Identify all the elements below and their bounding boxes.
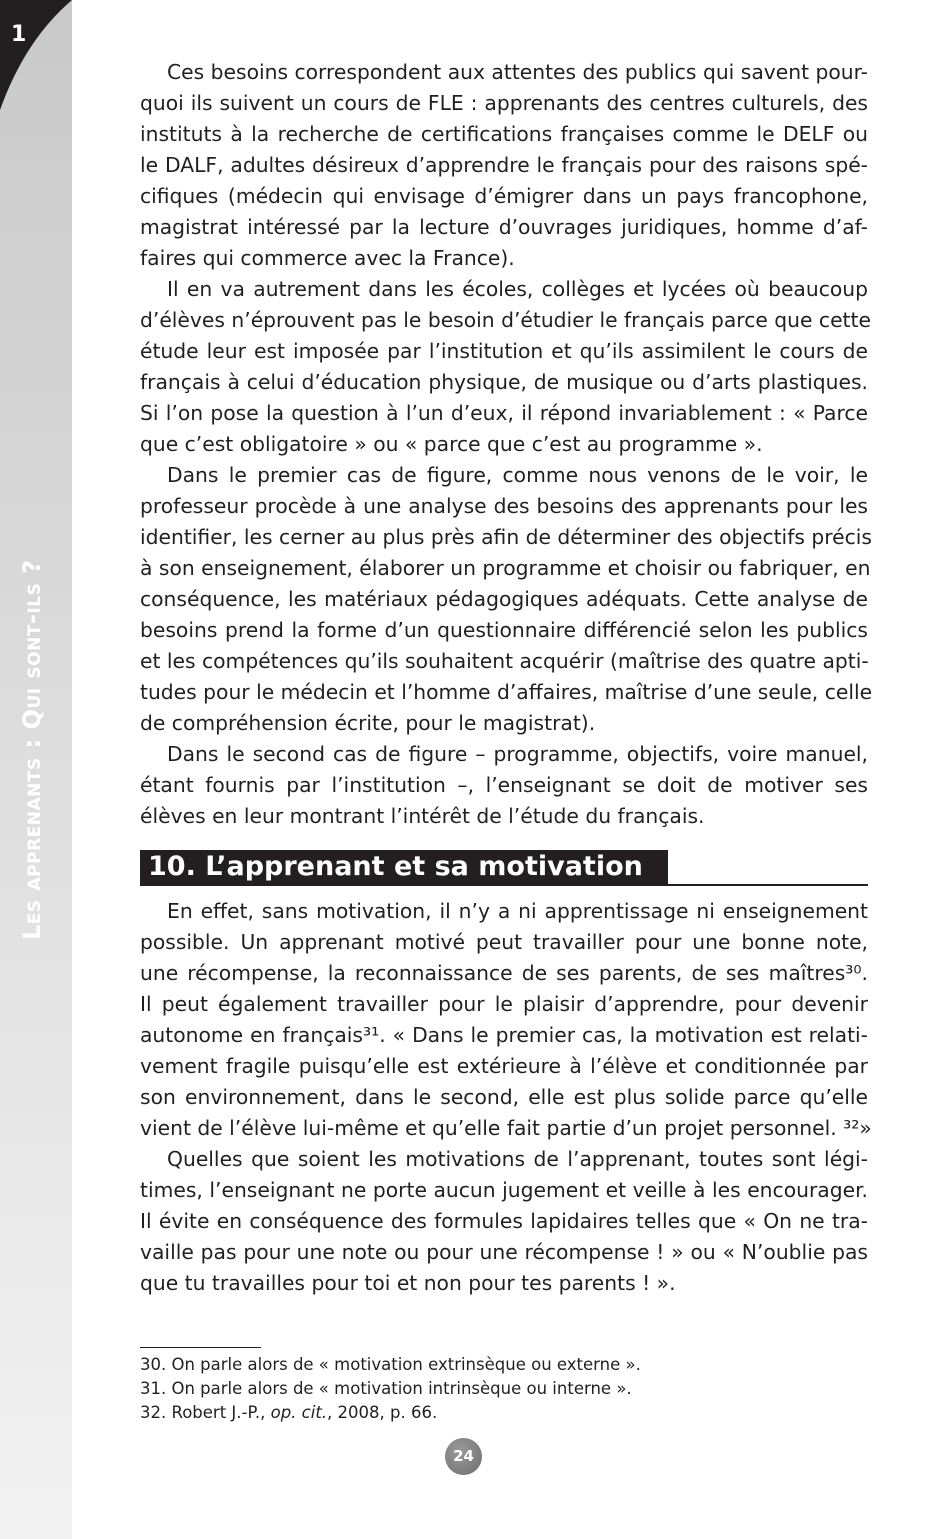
footnotes [140, 1353, 641, 1425]
paragraph [140, 57, 868, 274]
text-line: identifier, les cerner au plus près afin de déterminer des objectifs précis [140, 525, 872, 549]
page-number: 24 [445, 1438, 482, 1475]
text-line: et les compétences qu’ils souhaitent acquérir (maîtrise des quatre apti- [140, 649, 869, 673]
text-line: à son enseignement, élaborer un programme et choisir ou fabriquer, en [140, 556, 871, 580]
chapter-corner-tab [0, 0, 72, 110]
section-heading-bar [140, 850, 868, 886]
text-line: de compréhension écrite, pour le magistrat). [140, 711, 596, 735]
text-line: Dans le second cas de figure – programme, objectifs, voire manuel, [167, 742, 868, 766]
section-heading: 10. L’apprenant et sa motivation [140, 850, 668, 884]
text-line: que tu travailles pour toi et non pour tes parents ! ». [140, 1271, 676, 1295]
text-line: besoins prend la forme d’un questionnaire différencié selon les publics [140, 618, 868, 642]
text-line: français à celui d’éducation physique, de musique ou d’arts plastiques. [140, 370, 868, 394]
text-line: étude leur est imposée par l’institution et qu’ils assimilent le cours de [140, 339, 868, 363]
text-line: Il évite en conséquence des formules lapidaires telles que « On ne tra- [140, 1209, 868, 1233]
footnote-divider [140, 1347, 261, 1348]
text-line: son environnement, dans le second, elle est plus solide parce qu’elle [140, 1085, 868, 1109]
text-line: cifiques (médecin qui envisage d’émigrer dans un pays francophone, [140, 184, 868, 208]
paragraph [140, 274, 871, 460]
paragraphs-after [140, 896, 872, 1299]
text-line: professeur procède à une analyse des besoins des apprenants pour les [140, 494, 868, 518]
text-line: Il peut également travailler pour le plaisir d’apprendre, pour devenir [140, 992, 868, 1016]
text-line: magistrat intéressé par la lecture d’ouvrages juridiques, homme d’af- [140, 215, 868, 239]
text-line: étant fournis par l’institution –, l’enseignant se doit de motiver ses [140, 773, 868, 797]
paragraph [140, 896, 872, 1144]
paragraph [140, 460, 873, 739]
text-line: autonome en français³¹. « Dans le premier cas, la motivation est relati- [140, 1023, 868, 1047]
text-line: conséquence, les matériaux pédagogiques adéquats. Cette analyse de [140, 587, 868, 611]
text-line: Il en va autrement dans les écoles, collèges et lycées où beaucoup [167, 277, 868, 301]
text-line: En effet, sans motivation, il n’y a ni apprentissage ni enseignement [167, 899, 868, 923]
text-line: élèves en leur montrant l’intérêt de l’étude du français. [140, 804, 705, 828]
text-line: d’élèves n’éprouvent pas le besoin d’étudier le français parce que cette [140, 308, 871, 332]
footnote: 32. Robert J.-P., op. cit., 2008, p. 66. [140, 1403, 438, 1422]
text-line: times, l’enseignant ne porte aucun jugement et veille à les encourager. [140, 1178, 868, 1202]
footnote: 31. On parle alors de « motivation intrinsèque ou interne ». [140, 1379, 632, 1398]
paragraphs-before [140, 57, 873, 832]
running-title: Les apprenants : Qui sont-ils ? [18, 559, 46, 940]
text-line: Quelles que soient les motivations de l’apprenant, toutes sont légi- [167, 1147, 868, 1171]
text-line: Ces besoins correspondent aux attentes des publics qui savent pour- [167, 60, 868, 84]
text-line: le DALF, adultes désireux d’apprendre le français pour des raisons spé- [140, 153, 868, 177]
text-line: vaille pas pour une note ou pour une récompense ! » ou « N’oublie pas [140, 1240, 868, 1264]
text-line: instituts à la recherche de certifications françaises comme le DELF ou [140, 122, 868, 146]
text-line: faires qui commerce avec la France). [140, 246, 515, 270]
paragraph [140, 1144, 868, 1299]
text-line: vement fragile puisqu’elle est extérieure à l’élève et conditionnée par [140, 1054, 868, 1078]
text-line: possible. Un apprenant motivé peut travailler pour une bonne note, [140, 930, 868, 954]
text-line: tudes pour le médecin et l’homme d’affaires, maîtrise d’une seule, celle [140, 680, 873, 704]
text-line: vient de l’élève lui-même et qu’elle fait partie d’un projet personnel. ³²» [140, 1116, 872, 1140]
main-text [140, 57, 873, 1299]
text-line: quoi ils suivent un cours de FLE : apprenants des centres culturels, des [140, 91, 868, 115]
chapter-number: 1 [11, 22, 27, 47]
text-line: que c’est obligatoire » ou « parce que c’est au programme ». [140, 432, 763, 456]
text-line: une récompense, la reconnaissance de ses parents, de ses maîtres³⁰. [140, 961, 868, 985]
text-line: Dans le premier cas de figure, comme nous venons de le voir, le [167, 463, 868, 487]
footnote: 30. On parle alors de « motivation extrinsèque ou externe ». [140, 1355, 641, 1374]
text-line: Si l’on pose la question à l’un d’eux, il répond invariablement : « Parce [140, 401, 868, 425]
paragraph [140, 739, 868, 832]
